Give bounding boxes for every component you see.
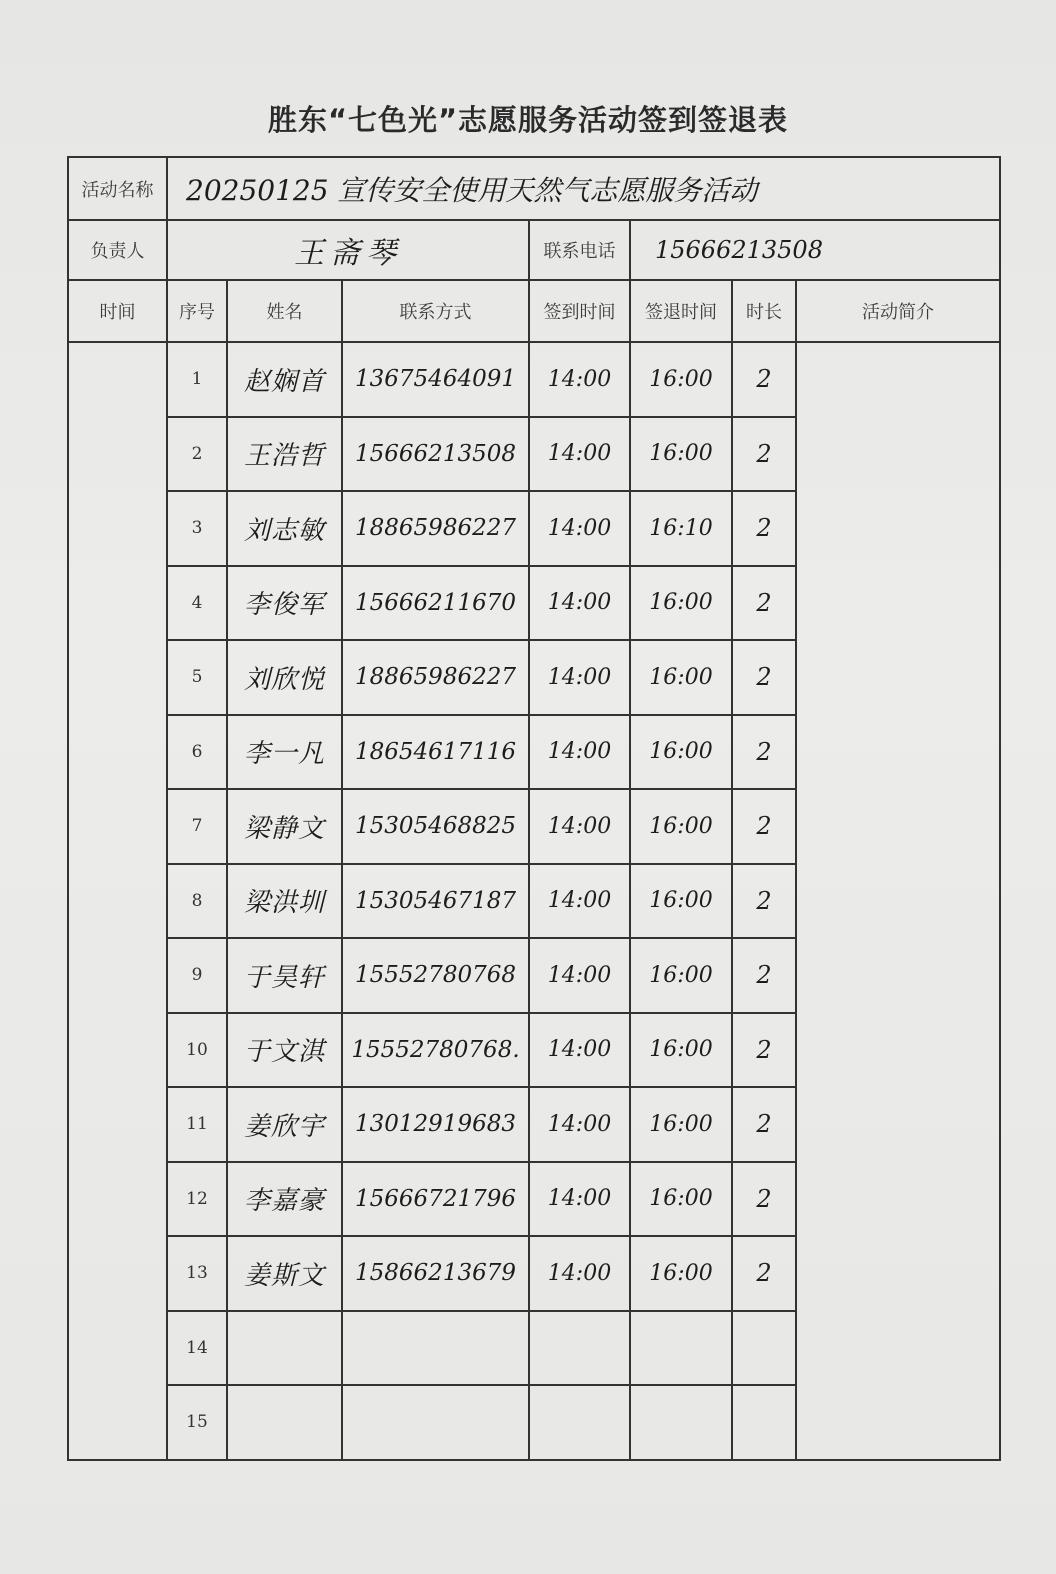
- row-seq: 4: [167, 566, 227, 641]
- row-checkin: 14:00: [529, 417, 630, 492]
- row-seq: 9: [167, 938, 227, 1013]
- row-checkout: 16:00: [630, 640, 732, 715]
- row-duration: 2: [732, 1162, 796, 1237]
- row-checkin: 14:00: [529, 566, 630, 641]
- row-contact: 18865986227: [342, 491, 529, 566]
- row-contact: 15666211670: [342, 566, 529, 641]
- row-contact: 13675464091: [342, 342, 529, 417]
- row-duration: 2: [732, 1013, 796, 1088]
- row-contact: 18865986227: [342, 640, 529, 715]
- row-duration: 2: [732, 640, 796, 715]
- row-checkin: 14:00: [529, 491, 630, 566]
- row-duration: 2: [732, 789, 796, 864]
- row-checkout: 16:10: [630, 491, 732, 566]
- row-checkout: 16:00: [630, 938, 732, 1013]
- row-checkout: 16:00: [630, 789, 732, 864]
- time-cell: [68, 342, 167, 1460]
- row-name: 李俊军: [227, 566, 342, 641]
- row-name: 梁洪圳: [227, 864, 342, 939]
- row-checkin: [529, 1385, 630, 1460]
- header-name: 姓名: [227, 280, 342, 342]
- row-checkout: 16:00: [630, 1236, 732, 1311]
- row-name: 李嘉豪: [227, 1162, 342, 1237]
- row-name: [227, 1311, 342, 1386]
- row-name: 于昊轩: [227, 938, 342, 1013]
- header-checkin: 签到时间: [529, 280, 630, 342]
- row-contact: [342, 1385, 529, 1460]
- row-contact: 15305468825: [342, 789, 529, 864]
- row-seq: 7: [167, 789, 227, 864]
- header-contact: 联系方式: [342, 280, 529, 342]
- header-time: 时间: [68, 280, 167, 342]
- row-contact: 15666721796: [342, 1162, 529, 1237]
- table-row: [68, 342, 1000, 417]
- row-name: 刘欣悦: [227, 640, 342, 715]
- row-checkin: 14:00: [529, 1162, 630, 1237]
- row-checkout: 16:00: [630, 342, 732, 417]
- form-title: 胜东“七色光”志愿服务活动签到签退表: [267, 103, 789, 137]
- row-seq: 6: [167, 715, 227, 790]
- row-contact: 15552780768.: [342, 1013, 529, 1088]
- phone-label: 联系电话: [529, 220, 630, 280]
- leader-value: 王斋琴: [167, 220, 529, 280]
- row-checkout: [630, 1311, 732, 1386]
- header-seq: 序号: [167, 280, 227, 342]
- header-intro: 活动简介: [796, 280, 1000, 342]
- row-duration: 2: [732, 566, 796, 641]
- header-checkout: 签退时间: [630, 280, 732, 342]
- activity-name-row: [68, 157, 1000, 220]
- row-name: [227, 1385, 342, 1460]
- row-contact: 15866213679: [342, 1236, 529, 1311]
- row-checkin: 14:00: [529, 640, 630, 715]
- row-duration: 2: [732, 715, 796, 790]
- row-duration: 2: [732, 864, 796, 939]
- row-contact: 15305467187: [342, 864, 529, 939]
- row-checkin: 14:00: [529, 864, 630, 939]
- row-seq: 12: [167, 1162, 227, 1237]
- row-checkout: 16:00: [630, 1013, 732, 1088]
- row-seq: 15: [167, 1385, 227, 1460]
- row-duration: 2: [732, 417, 796, 492]
- intro-cell: [796, 342, 1000, 1460]
- signin-signout-table: [67, 156, 1001, 1461]
- row-name: 姜斯文: [227, 1236, 342, 1311]
- row-checkin: 14:00: [529, 1013, 630, 1088]
- row-seq: 2: [167, 417, 227, 492]
- header-row: [68, 280, 1000, 342]
- row-name: 于文淇: [227, 1013, 342, 1088]
- row-seq: 1: [167, 342, 227, 417]
- row-duration: [732, 1385, 796, 1460]
- row-checkin: 14:00: [529, 938, 630, 1013]
- row-checkout: 16:00: [630, 715, 732, 790]
- row-checkout: 16:00: [630, 864, 732, 939]
- row-seq: 14: [167, 1311, 227, 1386]
- row-duration: 2: [732, 491, 796, 566]
- header-duration: 时长: [732, 280, 796, 342]
- activity-name-label: 活动名称: [68, 157, 167, 220]
- row-name: 刘志敏: [227, 491, 342, 566]
- row-checkout: 16:00: [630, 1087, 732, 1162]
- row-checkout: [630, 1385, 732, 1460]
- leader-label: 负责人: [68, 220, 167, 280]
- row-name: 李一凡: [227, 715, 342, 790]
- row-seq: 3: [167, 491, 227, 566]
- row-checkin: 14:00: [529, 1236, 630, 1311]
- row-checkin: 14:00: [529, 715, 630, 790]
- row-duration: 2: [732, 1236, 796, 1311]
- phone-value: 15666213508: [630, 220, 1000, 280]
- row-duration: 2: [732, 938, 796, 1013]
- row-name: 姜欣宇: [227, 1087, 342, 1162]
- row-contact: 15552780768: [342, 938, 529, 1013]
- row-seq: 10: [167, 1013, 227, 1088]
- row-checkout: 16:00: [630, 1162, 732, 1237]
- row-seq: 5: [167, 640, 227, 715]
- row-duration: 2: [732, 342, 796, 417]
- row-checkin: 14:00: [529, 789, 630, 864]
- row-contact: 18654617116: [342, 715, 529, 790]
- row-duration: [732, 1311, 796, 1386]
- row-contact: [342, 1311, 529, 1386]
- row-seq: 8: [167, 864, 227, 939]
- row-name: 梁静文: [227, 789, 342, 864]
- row-checkin: 14:00: [529, 342, 630, 417]
- row-name: 王浩哲: [227, 417, 342, 492]
- row-checkout: 16:00: [630, 566, 732, 641]
- row-name: 赵娴首: [227, 342, 342, 417]
- leader-row: [68, 220, 1000, 280]
- row-seq: 13: [167, 1236, 227, 1311]
- row-checkout: 16:00: [630, 417, 732, 492]
- row-checkin: [529, 1311, 630, 1386]
- row-checkin: 14:00: [529, 1087, 630, 1162]
- row-seq: 11: [167, 1087, 227, 1162]
- row-contact: 15666213508: [342, 417, 529, 492]
- row-contact: 13012919683: [342, 1087, 529, 1162]
- row-duration: 2: [732, 1087, 796, 1162]
- activity-name-value: 20250125 宣传安全使用天然气志愿服务活动: [167, 157, 1000, 220]
